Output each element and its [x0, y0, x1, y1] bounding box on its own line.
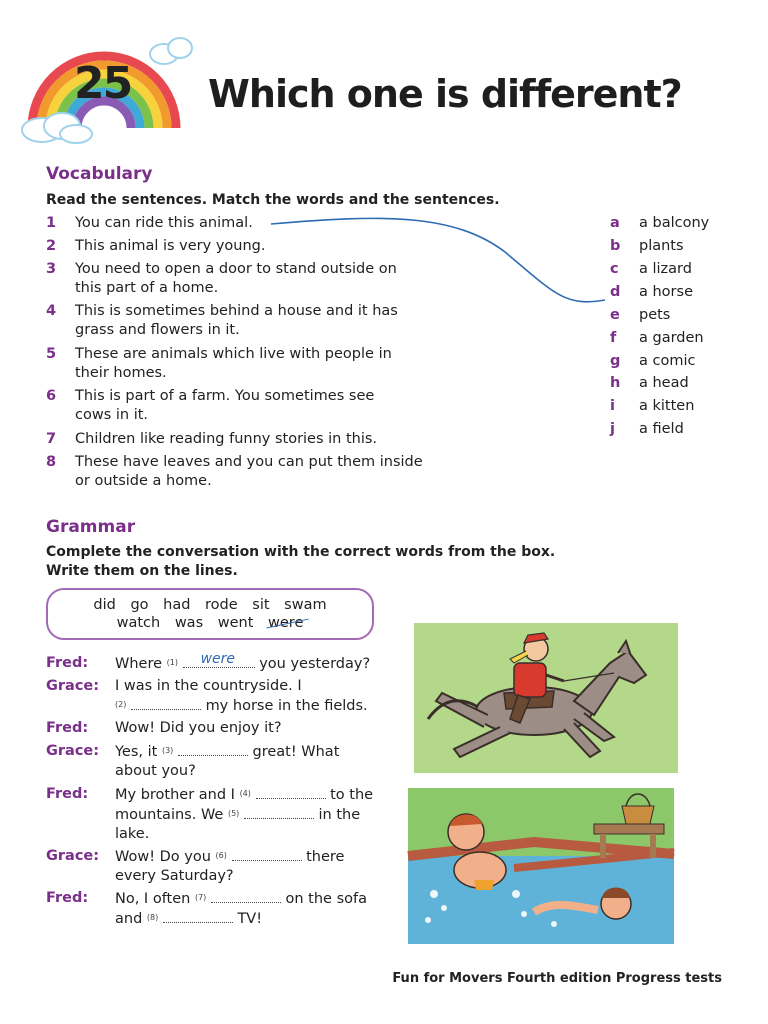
- gap-number: (5): [227, 809, 240, 818]
- text-part: I was in the countryside. I: [115, 678, 302, 694]
- option-letter: g: [610, 353, 621, 369]
- option-letter: e: [610, 307, 620, 323]
- answer-blank-5[interactable]: [244, 805, 314, 819]
- item-number: 8: [46, 454, 57, 470]
- word-box-row-2: [48, 615, 372, 631]
- gap-number: (4): [239, 789, 251, 798]
- answer-blank-3[interactable]: [178, 742, 248, 756]
- option-text: a comic: [639, 353, 696, 369]
- item-text: This is part of a farm. You sometimes see cows in it.: [75, 388, 375, 423]
- item-number: 5: [46, 346, 57, 362]
- word: was: [174, 615, 204, 631]
- option-text: a field: [639, 421, 684, 437]
- option-text: a balcony: [639, 215, 710, 231]
- item-text: You can ride this animal.: [75, 215, 253, 231]
- item-text: This animal is very young.: [75, 238, 266, 254]
- item-number: 3: [46, 261, 57, 277]
- text-part: Wow! Do you: [115, 849, 211, 865]
- gap-number: (6): [215, 851, 227, 860]
- speaker-label: Fred:: [46, 786, 89, 802]
- word: watch: [116, 615, 161, 631]
- option-text: plants: [639, 238, 684, 254]
- answer-blank-2[interactable]: [131, 696, 201, 710]
- item-text: These are animals which live with people in their homes.: [75, 346, 392, 381]
- dialogue-text: [115, 651, 390, 674]
- word: went: [217, 615, 254, 631]
- item-number: 1: [46, 215, 57, 231]
- option-text: a lizard: [639, 261, 692, 277]
- item-number: 4: [46, 303, 57, 319]
- grammar-instruction-2: Write them on the lines.: [46, 563, 238, 579]
- option-letter: a: [610, 215, 620, 231]
- word: rode: [205, 597, 238, 613]
- speaker-label: Fred:: [46, 890, 89, 906]
- vocabulary-heading: Vocabulary: [46, 164, 153, 184]
- word-box-row-1: [48, 597, 372, 613]
- text-part: my horse in the fields.: [205, 698, 368, 714]
- option-letter: b: [610, 238, 621, 254]
- unit-number: 25: [74, 58, 132, 109]
- answer-blank-7[interactable]: [211, 889, 281, 903]
- example-match-line: [265, 212, 610, 312]
- text-part: great! What about you?: [115, 744, 340, 779]
- word: go: [130, 597, 149, 613]
- word-crossed-out: were: [268, 615, 304, 631]
- option-text: a head: [639, 375, 689, 391]
- speaker-label: Fred:: [46, 655, 89, 671]
- text-part: you yesterday?: [259, 656, 371, 672]
- gap-number: (7): [194, 893, 207, 902]
- text-part: Where: [115, 656, 163, 672]
- word-box: [46, 588, 374, 640]
- option-letter: h: [610, 375, 621, 391]
- option-text: pets: [639, 307, 671, 323]
- gap-number: (8): [146, 913, 159, 922]
- item-text: You need to open a door to stand outside on this part of a home.: [75, 261, 397, 296]
- speaker-label: Fred:: [46, 720, 89, 736]
- answer-blank-4[interactable]: [256, 785, 326, 799]
- speaker-label: Grace:: [46, 678, 100, 694]
- text-part: No, I often: [115, 891, 191, 907]
- option-text: a kitten: [639, 398, 695, 414]
- footer-text: Fun for Movers Fourth edition Progress tests: [392, 971, 722, 986]
- word: did: [93, 597, 116, 613]
- item-number: 7: [46, 431, 57, 447]
- vocabulary-instruction: Read the sentences. Match the words and the sentences.: [46, 192, 500, 208]
- dialogue-text: [115, 889, 390, 929]
- item-text: These have leaves and you can put them inside or outside a home.: [75, 454, 423, 489]
- text-part: to the mountains. We: [115, 787, 374, 823]
- word: had: [163, 597, 191, 613]
- speaker-label: Grace:: [46, 743, 100, 759]
- answer-blank-1[interactable]: [183, 651, 255, 668]
- item-number: 2: [46, 238, 57, 254]
- gap-number: (2): [115, 700, 127, 709]
- option-letter: f: [610, 330, 617, 346]
- text-part: My brother and I: [115, 787, 235, 803]
- answer-blank-6[interactable]: [232, 847, 302, 861]
- text-part: in the lake.: [115, 807, 361, 842]
- item-text: Children like reading funny stories in this.: [75, 431, 378, 447]
- page-title: Which one is different?: [208, 72, 682, 116]
- text-part: there every Saturday?: [115, 849, 345, 884]
- option-text: a horse: [639, 284, 693, 300]
- horse-riding-illustration: [414, 623, 678, 773]
- grammar-heading: Grammar: [46, 517, 136, 537]
- word: swam: [284, 597, 327, 613]
- option-text: a garden: [639, 330, 704, 346]
- grammar-instruction-1: Complete the conversation with the correct words from the box.: [46, 544, 556, 560]
- speaker-label: Grace:: [46, 848, 100, 864]
- option-letter: c: [610, 261, 619, 277]
- dialogue-text: Wow! Did you enjoy it?: [115, 720, 282, 736]
- dialogue-text: [115, 677, 390, 716]
- handwritten-answer: were: [200, 651, 236, 667]
- option-letter: j: [610, 421, 615, 437]
- dialogue-text: [115, 847, 370, 886]
- word: sit: [252, 597, 270, 613]
- item-text: This is sometimes behind a house and it has grass and flowers in it.: [75, 303, 398, 338]
- text-part: on the sofa and: [115, 891, 368, 927]
- option-letter: i: [610, 398, 615, 414]
- text-part: Yes, it: [115, 744, 158, 760]
- item-number: 6: [46, 388, 57, 404]
- swimming-illustration: [404, 784, 678, 948]
- answer-blank-8[interactable]: [163, 909, 233, 923]
- dialogue-text: [115, 785, 375, 844]
- text-part: TV!: [237, 911, 263, 927]
- gap-number: (1): [166, 658, 178, 667]
- dialogue-text: [115, 742, 365, 781]
- option-letter: d: [610, 284, 621, 300]
- gap-number: (3): [161, 746, 174, 755]
